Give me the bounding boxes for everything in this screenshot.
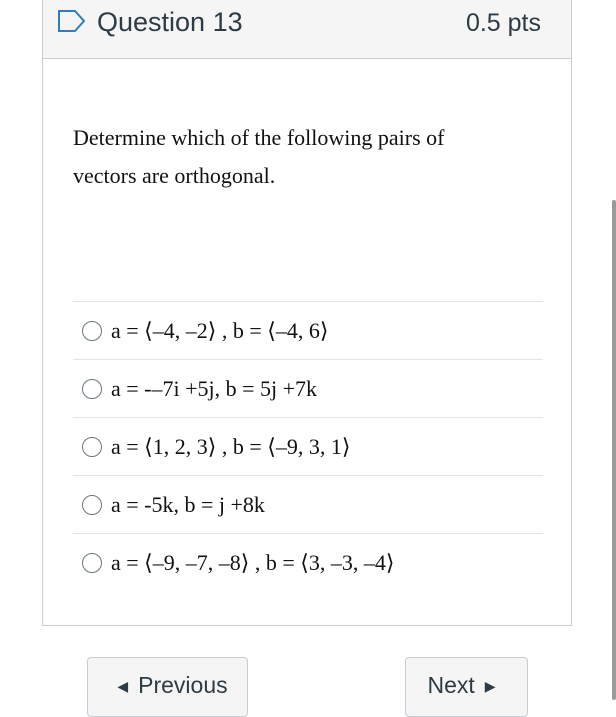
answer-label: a = -5k, b = j +8k — [111, 491, 265, 517]
question-title: Question 13 — [97, 7, 243, 37]
page-scrollbar[interactable] — [612, 200, 616, 700]
answer-label: a = ⟨–9, –7, –8⟩ , b = ⟨3, –3, –4⟩ — [111, 549, 395, 575]
question-header — [43, 0, 571, 59]
radio-button[interactable] — [82, 553, 102, 573]
next-label: Next — [427, 672, 475, 698]
answer-option[interactable] — [73, 359, 543, 417]
question-points: 0.5 pts — [465, 9, 541, 37]
answer-option[interactable] — [73, 533, 543, 591]
caret-right-icon: ▶ — [484, 678, 496, 694]
caret-left-icon: ◀ — [117, 678, 129, 694]
radio-button[interactable] — [82, 437, 102, 457]
radio-button[interactable] — [82, 495, 102, 515]
question-text: Determine which of the following pairs of vectors are orthogonal. — [73, 125, 445, 188]
next-button[interactable] — [405, 657, 528, 717]
answer-list — [73, 301, 543, 591]
bookmark-flag-icon[interactable] — [57, 9, 87, 33]
answer-option[interactable] — [73, 475, 543, 533]
radio-button[interactable] — [82, 321, 102, 341]
answer-label: a = ⟨–4, –2⟩ , b = ⟨–4, 6⟩ — [111, 317, 329, 343]
previous-button[interactable] — [87, 657, 248, 717]
radio-button[interactable] — [82, 379, 102, 399]
previous-label: Previous — [138, 672, 228, 698]
answer-option[interactable] — [73, 417, 543, 475]
answer-option[interactable] — [73, 301, 543, 359]
answer-label: a = ⟨1, 2, 3⟩ , b = ⟨–9, 3, 1⟩ — [111, 433, 351, 459]
question-card — [42, 0, 572, 626]
answer-label: a = -–7i +5j, b = 5j +7k — [111, 375, 318, 401]
